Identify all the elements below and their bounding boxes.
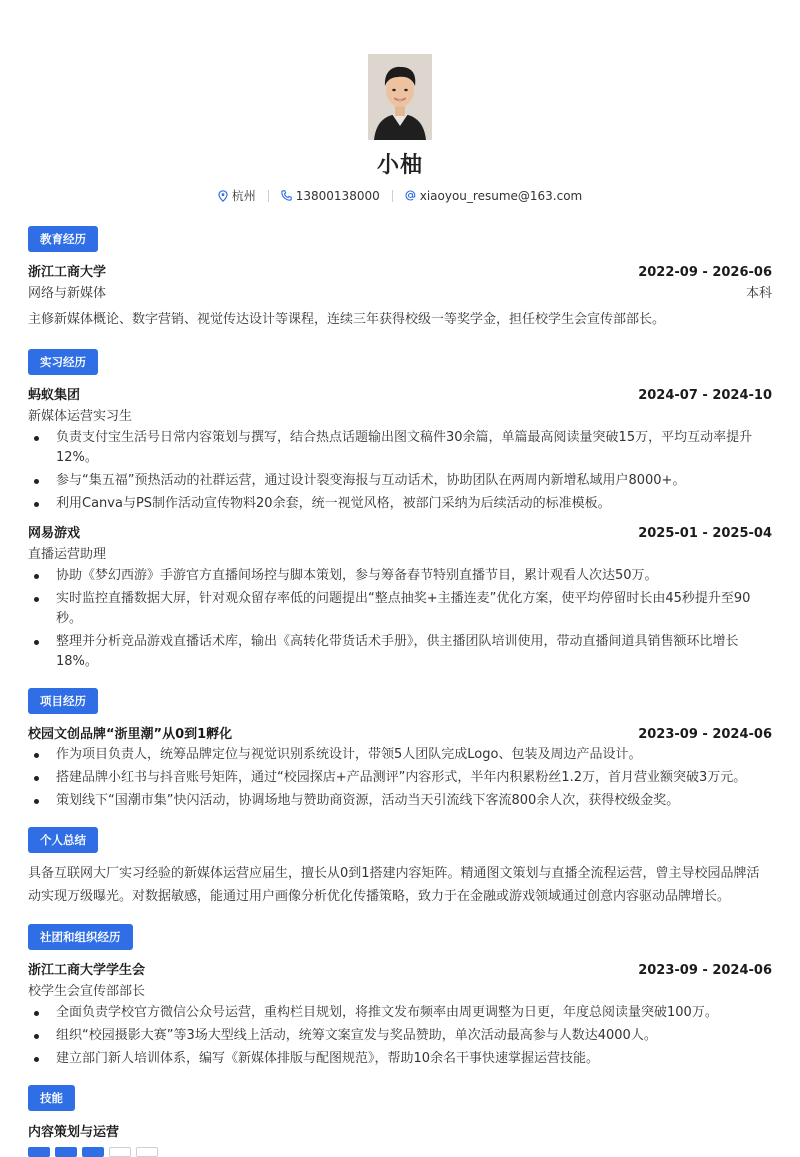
city-text: 杭州 — [231, 189, 256, 203]
club-org: 浙江工商大学学生会 — [28, 963, 146, 978]
section-title-project: 项目经历 — [28, 688, 98, 714]
major: 网络与新媒体 — [28, 286, 107, 301]
skill-level-block — [82, 1147, 104, 1157]
at-sign-icon — [405, 190, 416, 201]
job-date: 2025-01 - 2025-04 — [638, 526, 772, 541]
skill-level-block — [136, 1147, 158, 1157]
phone-icon — [281, 190, 292, 201]
bullet-item: 全面负责学校官方微信公众号运营，重构栏目规划，将推文发布频率由周更调整为日更，年度总阅读量突破100万。 — [28, 1003, 772, 1023]
section-title-education: 教育经历 — [28, 226, 98, 252]
bullet-item: 协助《梦幻西游》手游官方直播间场控与脚本策划，参与筹备春节特别直播节目，累计观看人次达50万。 — [28, 566, 772, 586]
contact-info — [28, 187, 772, 204]
skill-level-block — [55, 1147, 77, 1157]
contact-phone — [281, 189, 380, 203]
section-title-internship: 实习经历 — [28, 349, 98, 375]
company-name: 网易游戏 — [28, 526, 81, 541]
club-role: 校学生会宣传部部长 — [28, 984, 146, 999]
contact-divider — [392, 190, 393, 202]
job-bullets — [28, 566, 772, 672]
bullet-item: 建立部门新人培训体系，编写《新媒体排版与配图规范》，帮助10余名干事快速掌握运营技能。 — [28, 1049, 772, 1069]
skill-level-block — [28, 1147, 50, 1157]
education-date: 2022-09 - 2026-06 — [638, 265, 772, 280]
summary-text: 具备互联网大厂实习经验的新媒体运营应届生，擅长从0到1搭建内容矩阵。精通图文策划与直播全流程运营，曾主导校园品牌活动实现万级曝光。对数据敏感，能通过用户画像分析优化传播策略，致力于在金融或游戏领域通过创意内容驱动品牌增长。 — [28, 866, 760, 904]
section-title-summary: 个人总结 — [28, 827, 98, 853]
project-section — [28, 688, 772, 811]
phone-text: 13800138000 — [295, 188, 380, 203]
section-title-skills: 技能 — [28, 1085, 75, 1111]
bullet-item: 组织“校园摄影大赛”等3场大型线上活动，统筹文案宣发与奖品赞助，单次活动最高参与人数达4000人。 — [28, 1026, 772, 1046]
bullet-item: 搭建品牌小红书与抖音账号矩阵，通过“校园探店+产品测评”内容形式，半年内积累粉丝1.2万，首月营业额突破3万元。 — [28, 768, 772, 788]
bullet-item: 实时监控直播数据大屏，针对观众留存率低的问题提出“整点抽奖+主播连麦”优化方案，使平均停留时长由45秒提升至90秒。 — [28, 589, 772, 629]
education-section — [28, 226, 772, 331]
job-bullets — [28, 428, 772, 514]
school-name: 浙江工商大学 — [28, 265, 107, 280]
section-title-club: 社团和组织经历 — [28, 924, 133, 950]
job-date: 2024-07 - 2024-10 — [638, 388, 772, 403]
bullet-item: 负责支付宝生活号日常内容策划与撰写，结合热点话题输出图文稿件30余篇，单篇最高阅读量突破15万，平均互动率提升12%。 — [28, 428, 772, 468]
avatar — [368, 54, 432, 140]
candidate-name: 小柚 — [376, 153, 423, 178]
bullet-item: 利用Canva与PS制作活动宣传物料20余套，统一视觉风格，被部门采纳为后续活动的标准模板。 — [28, 494, 772, 514]
resume-header — [28, 0, 772, 204]
bullet-item: 策划线下“国潮市集”快闪活动，协调场地与赞助商资源，活动当天引流线下客流800余人次，获得校级金奖。 — [28, 791, 772, 811]
project-name: 校园文创品牌“浙里潮”从0到1孵化 — [28, 727, 233, 742]
bullet-item: 整理并分析竞品游戏直播话术库，输出《高转化带货话术手册》，供主播团队培训使用，带动直播间道具销售额环比增长18%。 — [28, 632, 772, 672]
skill-level-block — [109, 1147, 131, 1157]
company-name: 蚂蚁集团 — [28, 388, 81, 403]
club-date: 2023-09 - 2024-06 — [638, 963, 772, 978]
degree: 本科 — [745, 286, 772, 301]
email-text: xiaoyou_resume@163.com — [419, 188, 583, 203]
education-description: 主修新媒体概论、数字营销、视觉传达设计等课程，连续三年获得校级一等奖学金，担任校学生会宣传部部长。 — [28, 312, 666, 327]
bullet-item: 参与“集五福”预热活动的社群运营，通过设计裂变海报与互动话术，协助团队在两周内新增私域用户8000+。 — [28, 471, 772, 491]
project-bullets — [28, 745, 772, 811]
club-section — [28, 924, 772, 1069]
location-pin-icon — [218, 190, 228, 202]
summary-section — [28, 827, 772, 908]
job-entry — [28, 384, 772, 514]
skill-level-bar — [28, 1147, 772, 1157]
bullet-item: 作为项目负责人，统筹品牌定位与视觉识别系统设计，带领5人团队完成Logo、包装及周边产品设计。 — [28, 745, 772, 765]
contact-divider — [268, 190, 269, 202]
skills-section — [28, 1085, 772, 1157]
internship-section — [28, 349, 772, 672]
skill-name: 内容策划与运营 — [28, 1125, 120, 1140]
contact-city — [218, 187, 256, 204]
project-date: 2023-09 - 2024-06 — [638, 727, 772, 742]
job-role: 新媒体运营实习生 — [28, 409, 133, 424]
club-bullets — [28, 1003, 772, 1069]
job-role: 直播运营助理 — [28, 547, 107, 562]
job-entry — [28, 522, 772, 672]
contact-email — [405, 189, 583, 203]
